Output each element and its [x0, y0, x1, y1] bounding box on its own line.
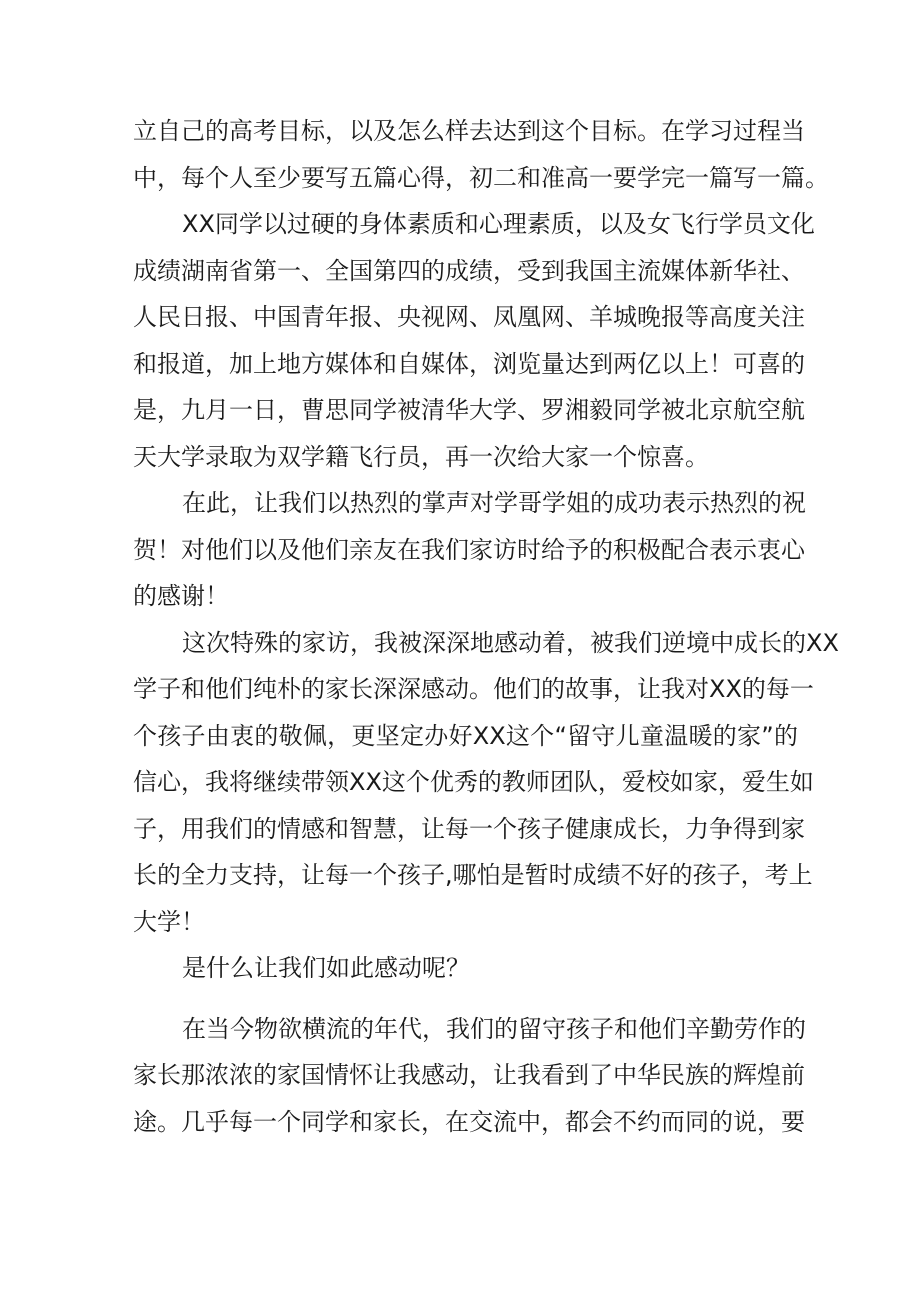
text-line: 和报道，加上地方媒体和自媒体，浏览量达到两亿以上！可喜的 [133, 349, 805, 378]
text-line: 是什么让我们如此感动呢？ [182, 954, 470, 982]
text-line: 学子和他们纯朴的家长深深感动。他们的故事，让我对XX的每一 [133, 675, 814, 703]
text-line: 途。几乎每一个同学和家长，在交流中，都会不约而同的说，要 [133, 1107, 805, 1136]
text-line: 成绩湖南省第一、全国第四的成绩，受到我国主流媒体新华社、 [133, 256, 805, 285]
text-line: 子，用我们的情感和智慧，让每一个孩子健康成长，力争得到家 [133, 814, 805, 843]
text-line: 立自己的高考目标，以及怎么样去达到这个目标。在学习过程当 [133, 117, 805, 145]
text-line: 信心，我将继续带领XX这个优秀的教师团队，爱校如家，爱生如 [133, 768, 814, 796]
text-line: 这次特殊的家访，我被深深地感动着，被我们逆境中成长的XX [182, 628, 839, 657]
text-line: 在此，让我们以热烈的掌声对学哥学姐的成功表示热烈的祝 [182, 489, 806, 517]
text-line: 家长那浓浓的家国情怀让我感动，让我看到了中华民族的辉煌前 [133, 1061, 805, 1089]
text-line: 天大学录取为双学籍飞行员，再一次给大家一个惊喜。 [133, 442, 709, 471]
document-body [133, 108, 839, 1145]
text-line: XX同学以过硬的身体素质和心理素质，以及女飞行学员文化 [182, 210, 815, 238]
text-line: 中，每个人至少要写五篇心得，初二和准高一要学完一篇写一篇。 [133, 163, 829, 192]
text-line: 贺！对他们以及他们亲友在我们家访时给予的积极配合表示衷心 [133, 535, 805, 564]
text-line: 大学！ [133, 907, 205, 936]
text-line: 长的全力支持，让每一个孩子,哪怕是暂时成绩不好的孩子，考上 [133, 861, 813, 889]
text-line: 在当今物欲横流的年代，我们的留守孩子和他们辛勤劳作的 [182, 1014, 806, 1043]
text-line: 的感谢！ [133, 582, 229, 610]
text-line: 人民日报、中国青年报、央视网、凤凰网、羊城晚报等高度关注 [133, 303, 805, 331]
text-line: 是，九月一日，曹思同学被清华大学、罗湘毅同学被北京航空航 [133, 396, 805, 424]
text-line: 个孩子由衷的敬佩，更坚定办好XX这个“留守儿童温暖的家”的 [133, 721, 798, 750]
paragraph-gap [133, 992, 798, 1006]
